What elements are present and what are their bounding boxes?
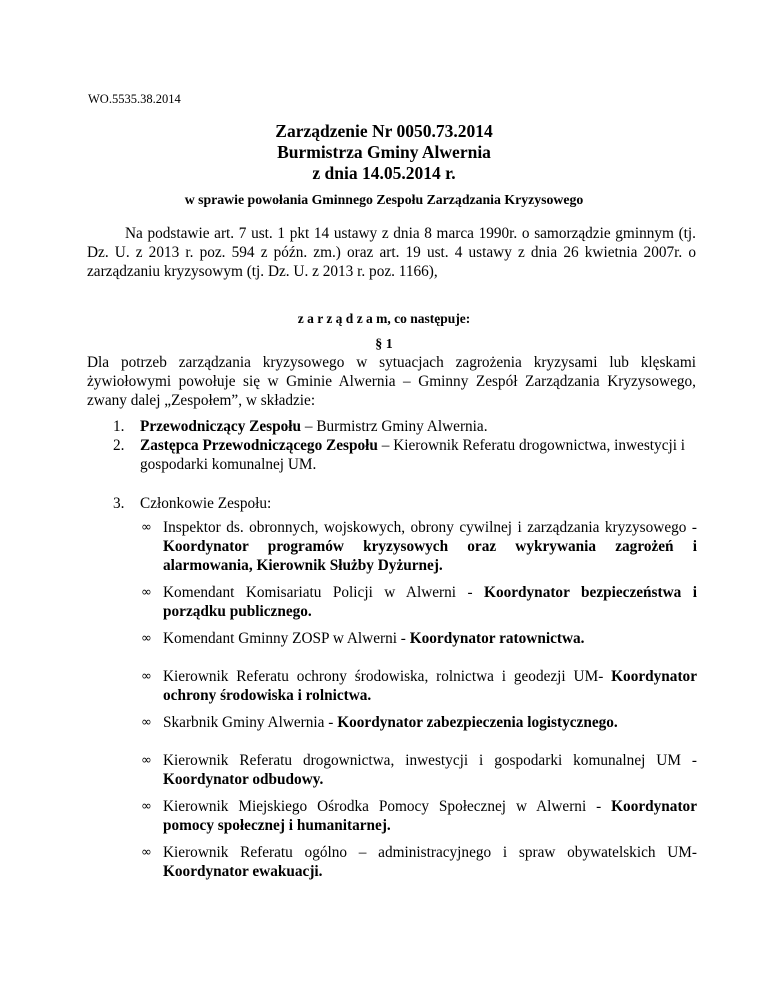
list-item xyxy=(87,436,696,474)
bullet-icon: ∞ xyxy=(141,715,152,730)
member-coordinator: Koordynator ratownictwa. xyxy=(409,630,585,647)
bullet-icon: ∞ xyxy=(141,845,152,860)
list-number: 2. xyxy=(113,437,125,454)
title-line-3: z dnia 14.05.2014 r. xyxy=(312,163,456,183)
member-role: Kierownik Referatu ogólno – administracyjnego i spraw obywatelskich UM- xyxy=(163,844,697,861)
list-item-bold: Przewodniczący Zespołu xyxy=(140,418,302,435)
member-coordinator: Koordynator ochrony środowiska i rolnictwa. xyxy=(163,668,697,704)
member-role: Komendant Komisariatu Policji w Alwerni - xyxy=(163,584,485,601)
member-coordinator: Koordynator pomocy społecznej i humanitarnej. xyxy=(163,798,697,834)
bullet-icon: ∞ xyxy=(141,631,152,646)
member-item xyxy=(141,629,697,648)
member-role: Skarbnik Gminy Alwernia - xyxy=(163,714,338,731)
decree-phrase: z a r z ą d z a m, co następuje: xyxy=(297,311,471,326)
member-role: Komendant Gminny ZOSP w Alwerni - xyxy=(163,630,410,647)
title-line-2: Burmistrza Gminy Alwernia xyxy=(277,142,491,162)
member-coordinator: Koordynator bezpieczeństwa i porządku publicznego. xyxy=(163,584,697,620)
member-item xyxy=(141,797,697,835)
member-role: Kierownik Referatu ochrony środowiska, rolnictwa i geodezji UM- xyxy=(163,668,612,685)
member-item xyxy=(141,583,697,621)
document-subject: w sprawie powołania Gminnego Zespołu Zarządzania Kryzysowego xyxy=(184,192,584,207)
bullet-icon: ∞ xyxy=(141,753,152,768)
list-number: 3. xyxy=(113,495,125,512)
member-coordinator: Koordynator odbudowy. xyxy=(163,771,324,788)
list-number: 1. xyxy=(113,418,125,435)
member-role: Inspektor ds. obronnych, wojskowych, obrony cywilnej i zarządzania kryzysowego - xyxy=(163,519,697,536)
member-coordinator: Koordynator zabezpieczenia logistycznego. xyxy=(337,714,618,731)
member-item xyxy=(141,667,697,705)
member-item xyxy=(141,713,697,732)
bullet-icon: ∞ xyxy=(141,520,152,535)
bullet-icon: ∞ xyxy=(141,799,152,814)
member-role: Kierownik Referatu drogownictwa, inwestycji i gospodarki komunalnej UM - xyxy=(163,752,697,769)
list-item-text: – Burmistrz Gminy Alwernia. xyxy=(301,418,488,435)
member-role: Kierownik Miejskiego Ośrodka Pomocy Społecznej w Alwerni - xyxy=(163,798,612,815)
member-item xyxy=(141,843,697,881)
intro-paragraph xyxy=(87,353,696,410)
list-item-text: Członkowie Zespołu: xyxy=(140,495,272,512)
legal-basis-text: Na podstawie art. 7 ust. 1 pkt 14 ustawy z dnia 8 marca 1990r. o samorządzie gminnym (tj. Dz. U. z 2013 r. poz. 594 z późn. zm.) oraz art. 19 ust. 4 ustawy z dnia 26 kwietnia 2007r. o zarządzaniu kryzysowym (tj. Dz. U. z 2013 r. poz. 1166), xyxy=(87,225,696,280)
bullet-icon: ∞ xyxy=(141,669,152,684)
list-item-bold: Zastępca Przewodniczącego Zespołu xyxy=(140,437,378,454)
bullet-icon: ∞ xyxy=(141,585,152,600)
intro-text: Dla potrzeb zarządzania kryzysowego w sytuacjach zagrożenia kryzysami lub klęskami żywiołowymi powołuje się w Gminie Alwernia – Gminny Zespół Zarządzania Kryzysowego, zwany dalej „Zespołem”, w składzie: xyxy=(87,354,696,409)
section-mark: § 1 xyxy=(375,337,393,352)
title-line-1: Zarządzenie Nr 0050.73.2014 xyxy=(275,121,493,141)
numbered-list xyxy=(87,417,696,513)
list-item xyxy=(87,417,696,436)
member-item xyxy=(141,518,697,575)
legal-basis xyxy=(87,224,696,281)
reference-number: WO.5535.38.2014 xyxy=(88,92,181,106)
list-item-text: – Kierownik Referatu drogownictwa, inwestycji i gospodarki komunalnej UM. xyxy=(140,437,686,473)
document-title xyxy=(0,121,768,184)
list-item xyxy=(87,494,696,513)
member-coordinator: Koordynator programów kryzysowych oraz wykrywania zagrożeń i alarmowania, Kierownik Służby Dyżurnej. xyxy=(163,538,697,574)
member-item xyxy=(141,751,697,789)
member-coordinator: Koordynator ewakuacji. xyxy=(163,863,323,880)
